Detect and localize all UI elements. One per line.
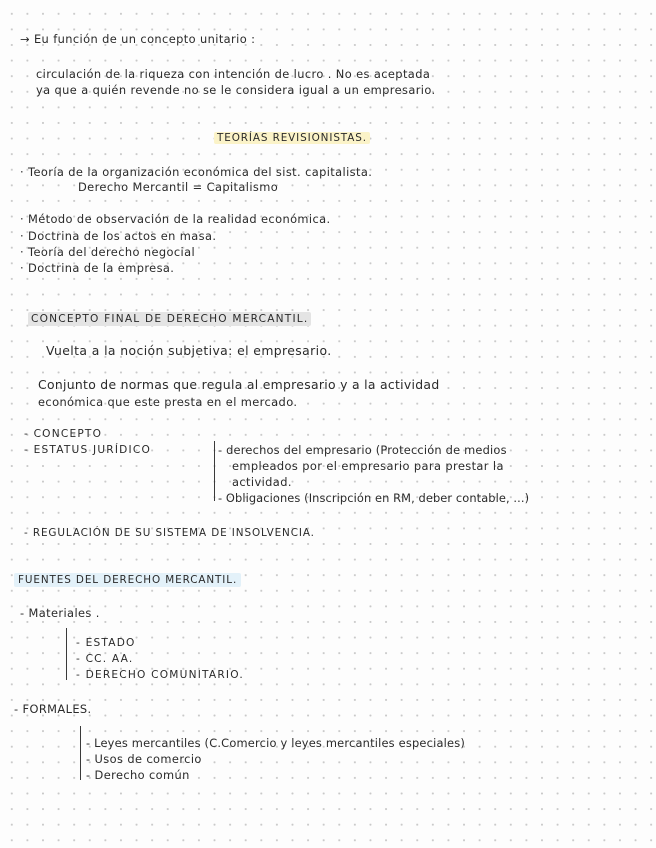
note-line: · Doctrina de la empresa. (20, 261, 175, 275)
note-line: Vuelta a la noción subjetiva: el empresario. (46, 343, 332, 358)
note-line: - Derecho común (86, 768, 190, 782)
bracket-line (66, 628, 67, 680)
note-line: empleados por el empresario para prestar la (232, 459, 504, 473)
note-line: - FORMALES. (14, 702, 92, 716)
note-line: - ESTADO (76, 637, 136, 649)
note-line: - ESTATUS JURÍDICO (24, 444, 151, 456)
note-line: · Método de observación de la realidad económica. (20, 212, 331, 226)
note-line: - REGULACIÓN DE SU SISTEMA DE INSOLVENCIA. (24, 527, 315, 539)
section-heading: FUENTES DEL DERECHO MERCANTIL. (14, 573, 241, 587)
note-line: · Doctrina de los actos en masa. (20, 229, 217, 243)
note-line: · Teoría de la organización económica del sist. capitalista. (20, 165, 373, 179)
note-line: económica que este presta en el mercado. (38, 395, 298, 409)
bracket-line (80, 726, 81, 780)
bracket-line (214, 441, 215, 501)
note-line: → Eu función de un concepto unitario : (20, 32, 256, 46)
note-line: - CC. AA. (76, 653, 134, 665)
section-heading: TEORÍAS REVISIONISTAS. (214, 131, 370, 145)
note-line: circulación de la riqueza con intención de lucro . No es aceptada (36, 67, 431, 81)
note-line: · Teoría del derecho negocial (20, 245, 196, 259)
note-line: - Materiales . (20, 606, 100, 620)
note-line: - DERECHO COMUNITARIO. (76, 669, 244, 681)
note-line: - Usos de comercio (86, 752, 202, 766)
note-line: Conjunto de normas que regula al empresario y a la actividad (38, 377, 440, 392)
note-line: - derechos del empresario (Protección de medios (218, 443, 507, 457)
section-heading: CONCEPTO FINAL DE DERECHO MERCANTIL. (28, 312, 311, 326)
note-line: ya que a quién revende no se le considera igual a un empresario. (36, 83, 436, 97)
note-line: - Obligaciones (Inscripción en RM, deber contable, ...) (218, 491, 530, 505)
note-line: - Leyes mercantiles (C.Comercio y leyes mercantiles especiales) (86, 736, 465, 750)
note-line: - CONCEPTO (24, 428, 103, 440)
note-line: actividad. (232, 475, 292, 489)
note-line: Derecho Mercantil = Capitalismo (78, 180, 279, 194)
